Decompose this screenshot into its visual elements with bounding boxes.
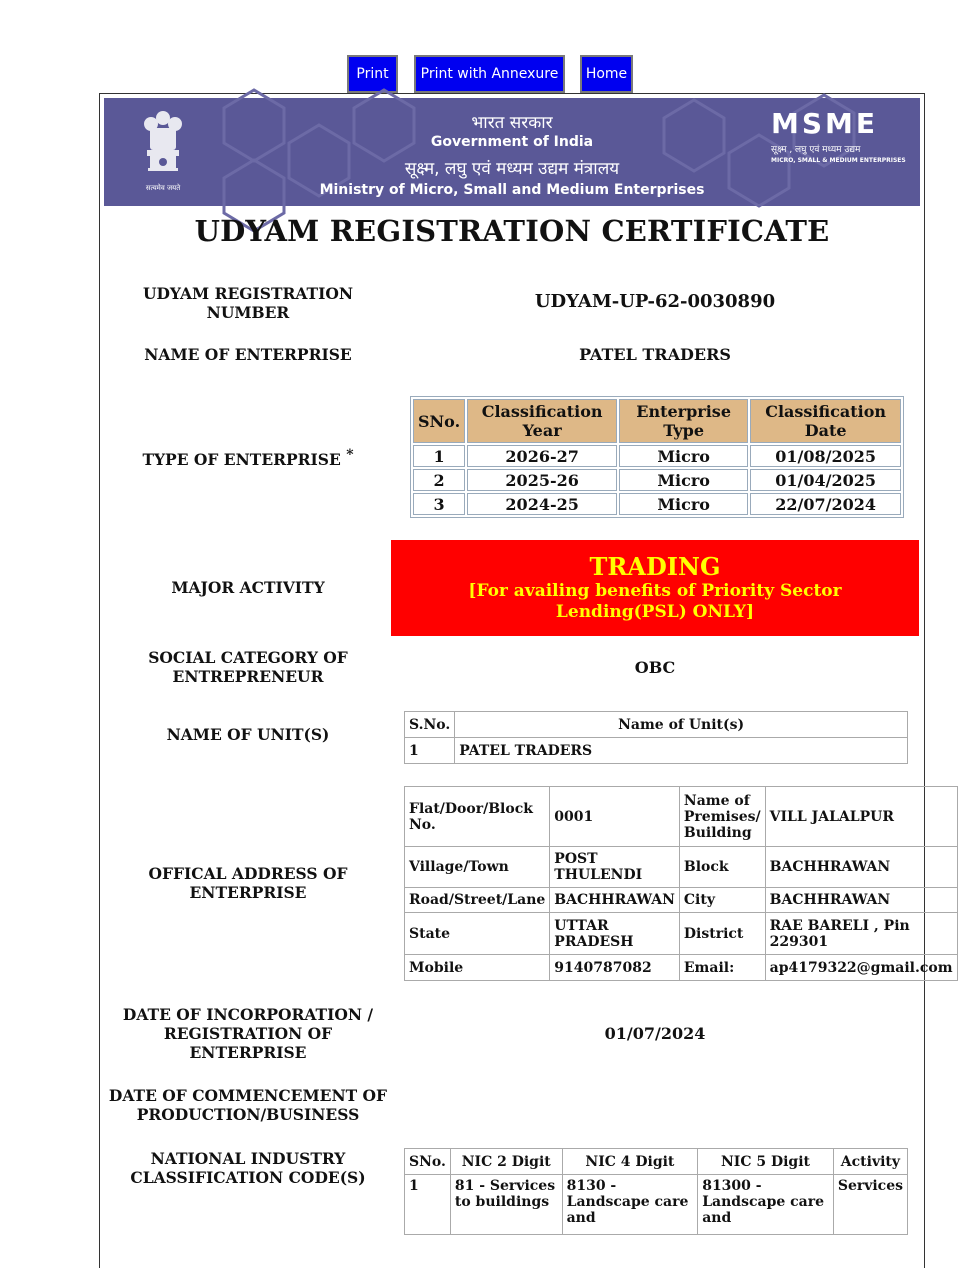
classification-sno: 2 xyxy=(413,469,465,491)
nic-header-4digit: NIC 4 Digit xyxy=(562,1149,698,1175)
table-row xyxy=(405,1175,908,1235)
flat-value: 0001 xyxy=(550,787,680,847)
classification-type: Micro xyxy=(619,493,748,515)
classification-year: 2024-25 xyxy=(467,493,617,515)
flat-label: Flat/Door/Block No. xyxy=(405,787,550,847)
village-label: Village/Town xyxy=(405,847,550,888)
nic-header-activity: Activity xyxy=(833,1149,907,1175)
classification-sno: 3 xyxy=(413,493,465,515)
units-table xyxy=(404,711,908,764)
social-category-label: SOCIAL CATEGORY OF ENTREPRENEUR xyxy=(148,648,348,686)
units-label: NAME OF UNIT(S) xyxy=(166,725,330,744)
type-of-enterprise-text: TYPE OF ENTERPRISE xyxy=(142,450,341,470)
major-activity: TRADING xyxy=(589,552,721,581)
mobile-value: 9140787082 xyxy=(550,955,680,981)
units-header-row xyxy=(405,712,908,738)
road-label: Road/Street/Lane xyxy=(405,888,550,913)
address-label: OFFICAL ADDRESS OF ENTERPRISE xyxy=(148,864,348,902)
nic-header-sno: SNo. xyxy=(405,1149,451,1175)
premises-label: Name of Premises/ Building xyxy=(679,787,765,847)
classification-date: 01/04/2025 xyxy=(750,469,901,491)
banner-hindi-ministry: सूक्ष्म, लघु एवं मध्यम उद्यम मंत्रालय xyxy=(404,159,620,179)
classification-header-year: Classification Year xyxy=(467,399,617,443)
classification-type: Micro xyxy=(619,469,748,491)
city-label: City xyxy=(679,888,765,913)
state-value: UTTAR PRADESH xyxy=(550,913,680,955)
msme-english-text: MICRO, SMALL & MEDIUM ENTERPRISES xyxy=(771,157,906,164)
print-with-annexure-button[interactable]: Print with Annexure xyxy=(414,55,565,93)
major-activity-box xyxy=(391,540,919,636)
classification-sno: 1 xyxy=(413,445,465,467)
nic-header-2digit: NIC 2 Digit xyxy=(450,1149,562,1175)
table-row xyxy=(405,738,908,764)
village-value: POST THULENDI xyxy=(550,847,680,888)
banner-ministry: Ministry of Micro, Small and Medium Enterprises xyxy=(319,182,705,198)
enterprise-name-label: NAME OF ENTERPRISE xyxy=(144,345,352,364)
nic-2digit: 81 - Services to buildings xyxy=(450,1175,562,1235)
table-row xyxy=(405,913,958,955)
state-label: State xyxy=(405,913,550,955)
classification-header-date: Classification Date xyxy=(750,399,901,443)
unit-sno: 1 xyxy=(405,738,455,764)
nic-table xyxy=(404,1148,908,1235)
units-header-sno: S.No. xyxy=(405,712,455,738)
toolbar xyxy=(0,55,980,93)
table-row xyxy=(405,787,958,847)
address-table xyxy=(404,786,958,981)
table-row xyxy=(405,888,958,913)
major-activity-note: [For availing benefits of Priority Sector Lending(PSL) ONLY] xyxy=(468,581,842,622)
nic-header-row xyxy=(405,1149,908,1175)
banner-hindi-government: भारत सरकार xyxy=(471,113,553,133)
table-row xyxy=(405,847,958,888)
enterprise-name: PATEL TRADERS xyxy=(579,345,731,364)
emblem-motto: सत्यमेव जयते xyxy=(145,184,181,192)
classification-date: 22/07/2024 xyxy=(750,493,901,515)
email-value: ap4179322@gmail.com xyxy=(765,955,957,981)
nic-sno: 1 xyxy=(405,1175,451,1235)
classification-year: 2025-26 xyxy=(467,469,617,491)
district-value: RAE BARELI , Pin 229301 xyxy=(765,913,957,955)
classification-date: 01/08/2025 xyxy=(750,445,901,467)
incorporation-date: 01/07/2024 xyxy=(604,1024,706,1043)
major-activity-label: MAJOR ACTIVITY xyxy=(171,578,325,597)
classification-header-row xyxy=(413,399,901,443)
classification-header-type: Enterprise Type xyxy=(619,399,748,443)
commencement-label: DATE OF COMMENCEMENT OF PRODUCTION/BUSINESS xyxy=(108,1086,388,1124)
table-row xyxy=(413,469,901,491)
table-row xyxy=(413,445,901,467)
msme-logo xyxy=(771,107,906,164)
district-label: District xyxy=(679,913,765,955)
classification-type: Micro xyxy=(619,445,748,467)
nic-5digit: 81300 - Landscape care and xyxy=(698,1175,834,1235)
type-marker: * xyxy=(346,447,354,463)
table-row xyxy=(405,955,958,981)
msme-hindi-text: सूक्ष्म , लघु एवं मध्यम उद्यम xyxy=(771,145,861,155)
table-row xyxy=(413,493,901,515)
home-button[interactable]: Home xyxy=(580,55,633,93)
social-category: OBC xyxy=(634,658,676,677)
classification-header-sno: SNo. xyxy=(413,399,465,443)
unit-name: PATEL TRADERS xyxy=(455,738,908,764)
block-value: BACHHRAWAN xyxy=(765,847,957,888)
nic-4digit: 8130 - Landscape care and xyxy=(562,1175,698,1235)
type-of-enterprise-label xyxy=(108,446,388,469)
certificate xyxy=(99,93,953,1268)
premises-value: VILL JALALPUR xyxy=(765,787,957,847)
email-label: Email: xyxy=(679,955,765,981)
certificate-title: UDYAM REGISTRATION CERTIFICATE xyxy=(194,214,830,248)
incorporation-label: DATE OF INCORPORATION / REGISTRATION OF ENTERPRISE xyxy=(122,1005,374,1062)
nic-activity: Services xyxy=(833,1175,907,1235)
classification-year: 2026-27 xyxy=(467,445,617,467)
road-value: BACHHRAWAN xyxy=(550,888,680,913)
ministry-banner xyxy=(104,98,920,206)
mobile-label: Mobile xyxy=(405,955,550,981)
registration-number-label: UDYAM REGISTRATION NUMBER xyxy=(142,284,354,322)
units-header-name: Name of Unit(s) xyxy=(455,712,908,738)
classification-table xyxy=(410,396,904,518)
block-label: Block xyxy=(679,847,765,888)
banner-government: Government of India xyxy=(430,134,594,150)
msme-logo-text: MSME xyxy=(771,107,879,140)
nic-header-5digit: NIC 5 Digit xyxy=(698,1149,834,1175)
city-value: BACHHRAWAN xyxy=(765,888,957,913)
registration-number: UDYAM-UP-62-0030890 xyxy=(534,291,776,312)
print-button[interactable]: Print xyxy=(347,55,398,93)
nic-label: NATIONAL INDUSTRY CLASSIFICATION CODE(S) xyxy=(130,1149,366,1187)
